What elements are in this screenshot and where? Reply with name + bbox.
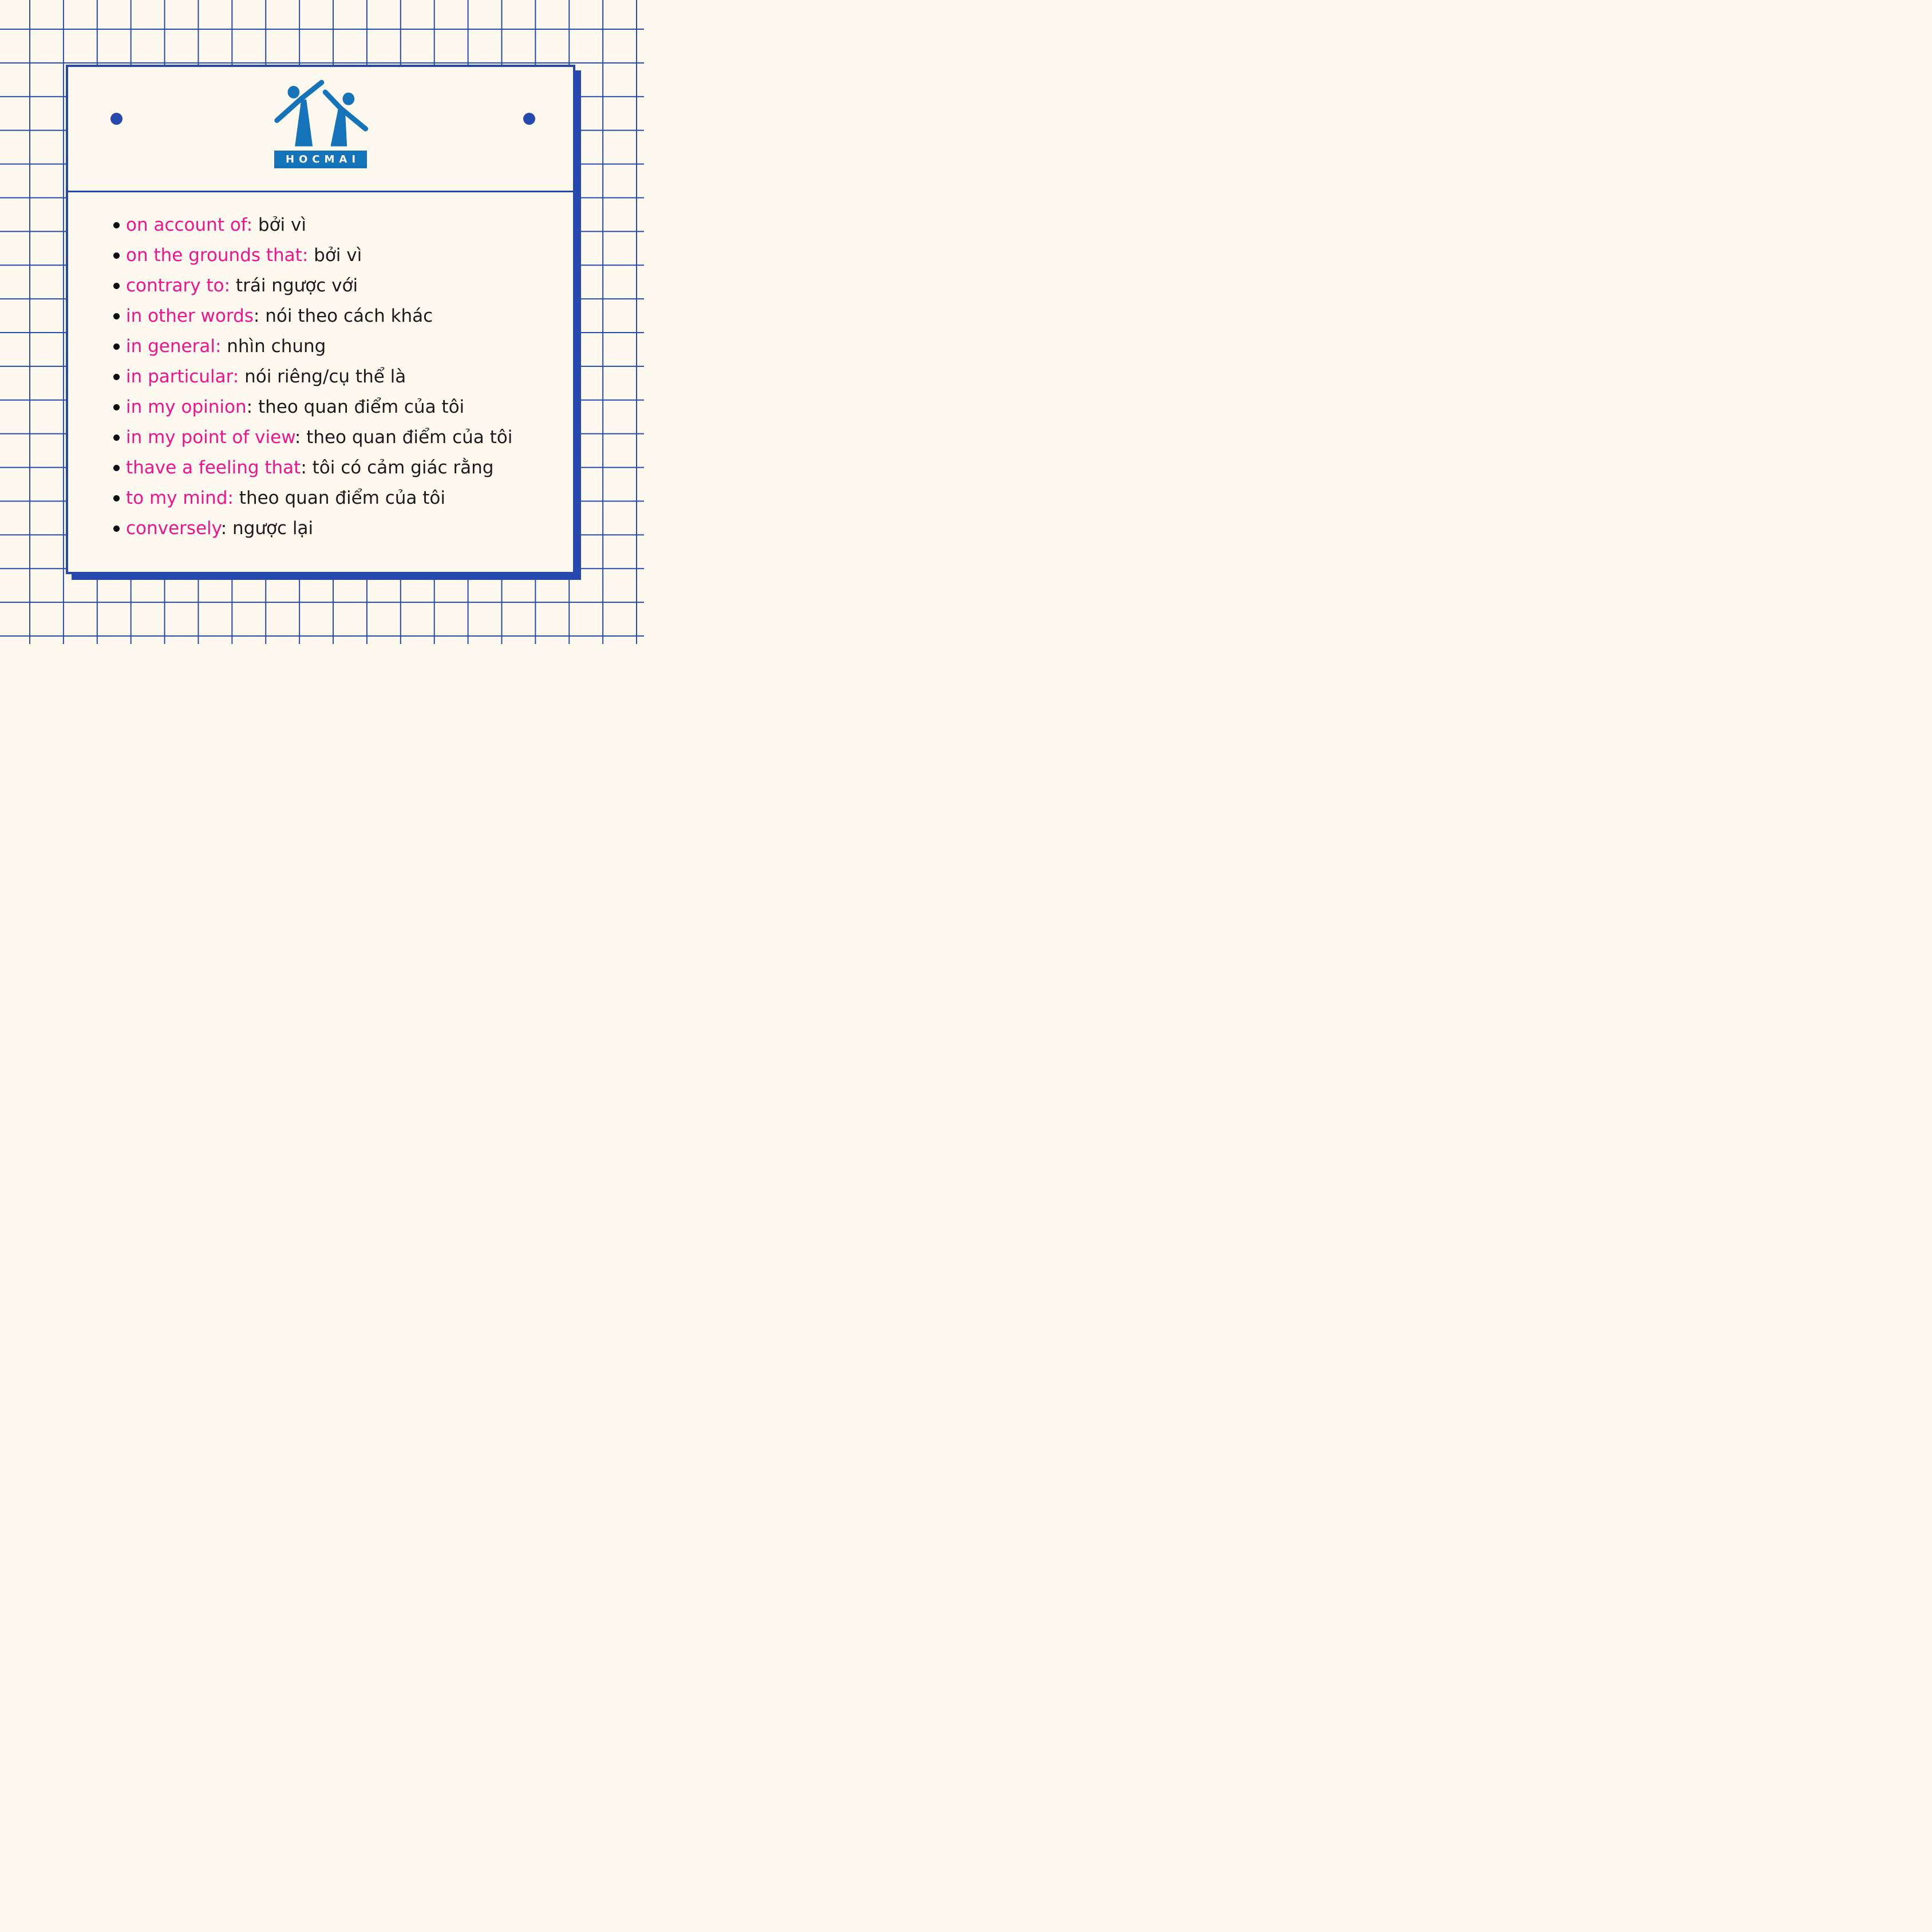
logo-people-figures-icon — [273, 76, 369, 147]
logo-text: HOCMAI — [285, 153, 361, 165]
card-header — [68, 67, 573, 192]
phrase-vietnamese: theo quan điểm của tôi — [233, 488, 446, 508]
list-item — [113, 275, 573, 297]
phrase-vietnamese: nói riêng/cụ thể là — [239, 366, 406, 387]
list-item — [113, 214, 573, 236]
phrase-english: in my opinion — [126, 397, 247, 417]
grid-background — [0, 0, 644, 644]
phrase-english: in general: — [126, 336, 222, 357]
phrase-vietnamese: : nói theo cách khác — [253, 306, 433, 326]
flashcard — [66, 65, 575, 574]
list-item — [113, 517, 573, 539]
phrase-vietnamese: bởi vì — [308, 245, 362, 266]
phrase-english: in my point of view — [126, 427, 295, 448]
phrase-vietnamese: : theo quan điểm của tôi — [294, 427, 513, 448]
list-item — [113, 396, 573, 418]
phrase-english: in particular: — [126, 366, 239, 387]
phrase-vietnamese: trái ngược với — [230, 275, 358, 296]
vocabulary-list — [68, 192, 573, 539]
list-item — [113, 305, 573, 327]
phrase-vietnamese: : ngược lại — [220, 518, 314, 539]
phrase-english: thave a feeling that — [126, 457, 301, 478]
list-item — [113, 366, 573, 388]
phrase-english: on the grounds that: — [126, 245, 309, 266]
phrase-english: in other words — [126, 306, 254, 326]
phrase-english: on account of: — [126, 215, 253, 235]
list-item — [113, 426, 573, 448]
logo-wordmark — [274, 151, 367, 168]
list-item — [113, 487, 573, 509]
list-item — [113, 335, 573, 357]
phrase-vietnamese: : tôi có cảm giác rằng — [301, 457, 494, 478]
phrase-vietnamese: nhìn chung — [221, 336, 326, 357]
phrase-vietnamese: : theo quan điểm của tôi — [246, 397, 465, 417]
phrase-vietnamese: bởi vì — [252, 215, 306, 235]
list-item — [113, 457, 573, 479]
list-item — [113, 244, 573, 266]
hocmai-logo — [68, 76, 573, 168]
phrase-english: conversely — [126, 518, 221, 539]
phrase-english: contrary to: — [126, 275, 231, 296]
phrase-english: to my mind: — [126, 488, 234, 508]
